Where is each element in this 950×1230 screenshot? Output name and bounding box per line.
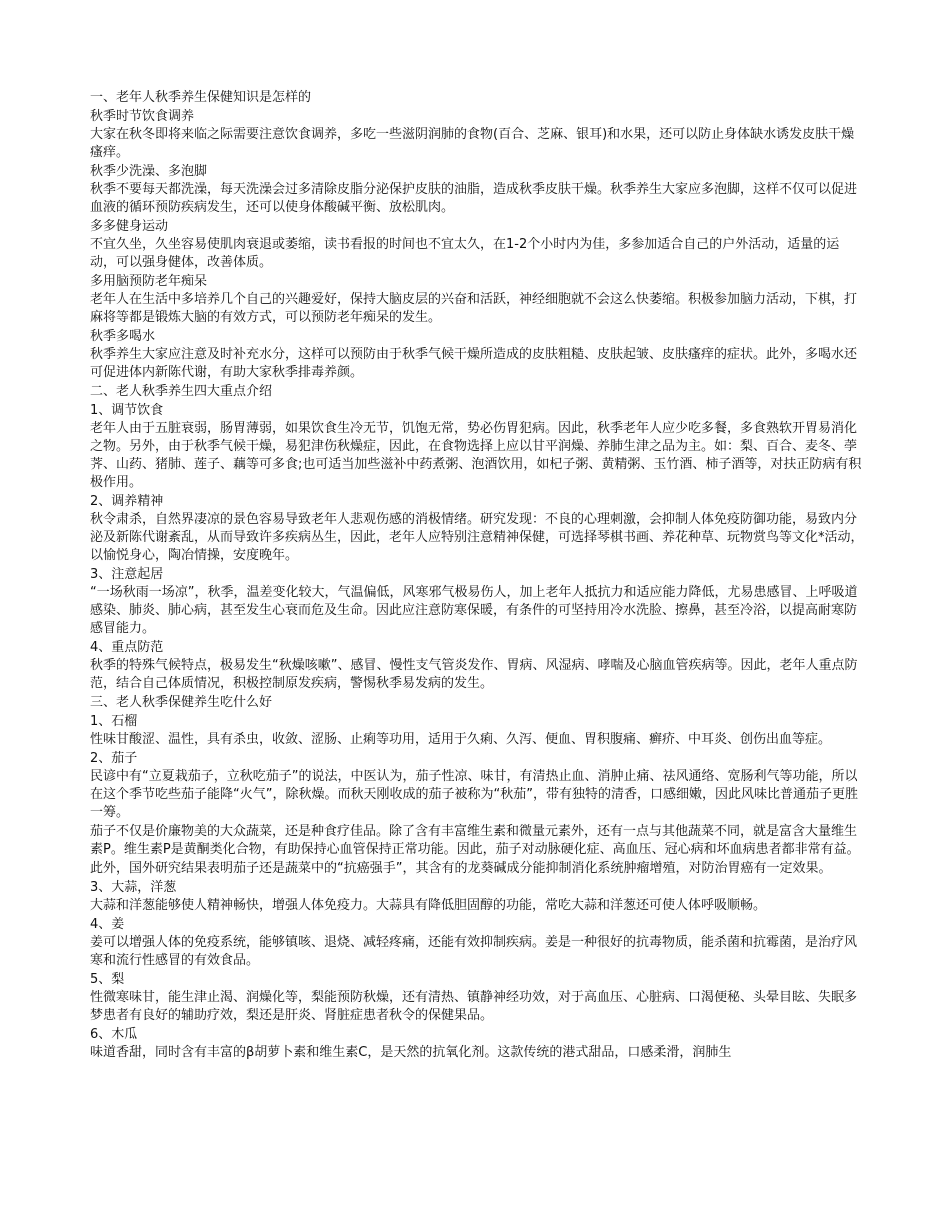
section-heading: 4、姜: [90, 917, 125, 932]
section-heading: 秋季少洗澡、多泡脚: [90, 164, 208, 179]
section-heading: 二、老人秋季养生四大重点介绍: [90, 384, 273, 399]
paragraph: “一场秋雨一场凉”，秋季，温差变化较大，气温偏低，风寒邪气极易伤人，加上老年人抵抗力和适应能力降低，尤易患感冒、上呼吸道感染、肺炎、肺心病，甚至发生心衰而危及生命。因此应注意防寒保暖，有条件的可坚持用冷水洗脸、擦鼻，甚至冷浴，以提高耐寒防感冒能力。: [90, 585, 858, 636]
section-heading: 秋季多喝水: [90, 329, 156, 344]
paragraph: 老年人在生活中多培养几个自己的兴趣爱好，保持大脑皮层的兴奋和活跃，神经细胞就不会这么快萎缩。积极参加脑力活动，下棋，打麻将等都是锻炼大脑的有效方式，可以预防老年痴呆的发生。: [90, 292, 858, 325]
section-heading: 秋季时节饮食调养: [90, 109, 195, 124]
section-heading: 6、木瓜: [90, 1027, 138, 1042]
paragraph: 茄子不仅是价廉物美的大众蔬菜，还是种食疗佳品。除了含有丰富维生素和微量元素外，还有一点与其他蔬菜不同，就是富含大量维生素P。维生素P是黄酮类化合物，有助保持心血管保持正常功能。因此，茄子对动脉硬化症、高血压、冠心病和坏血病患者都非常有益。: [90, 824, 860, 857]
paragraph: 性味甘酸涩、温性，具有杀虫，收敛、涩肠、止痢等功用，适用于久痢、久泻、便血、胃积腹痛、癣疥、中耳炎、创伤出血等症。: [90, 732, 832, 747]
section-heading: 1、调节饮食: [90, 403, 164, 418]
section-heading: 3、注意起居: [90, 567, 164, 582]
paragraph: 姜可以增强人体的免疫系统，能够镇咳、退烧、减轻疼痛，还能有效抑制疾病。姜是一种很好的抗毒物质，能杀菌和抗霉菌，是治疗风寒和流行性感冒的有效食品。: [90, 935, 858, 968]
section-heading: 2、调养精神: [90, 494, 164, 509]
section-heading: 三、老人秋季保健养生吃什么好: [90, 695, 273, 710]
section-heading: 2、茄子: [90, 751, 138, 766]
paragraph: 秋令肃杀，自然界凄凉的景色容易导致老年人悲观伤感的消极情绪。研究发现：不良的心理刺激，会抑制人体免疫防御功能，易致内分泌及新陈代谢紊乱，从而导致许多疾病丛生，因此，老年人应特别注意精神保健，可选择琴棋书画、养花种草、玩物赏鸟等文化*活动，以愉悦身心，陶冶情操，安度晚年。: [90, 512, 864, 563]
paragraph: 不宜久坐，久坐容易使肌肉衰退或萎缩，读书看报的时间也不宜太久，在1-2个小时内为佳，多参加适合自己的户外活动，适量的运动，可以强身健体，改善体质。: [90, 237, 840, 270]
paragraph: 性微寒味甘，能生津止渴、润燥化等，梨能预防秋燥，还有清热、镇静神经功效，对于高血压、心脏病、口渴便秘、头晕目眩、失眠多梦患者有良好的辅助疗效，梨还是肝炎、肾脏症患者秋令的保健果品。: [90, 990, 858, 1023]
paragraph: 味道香甜，同时含有丰富的β胡萝卜素和维生素C，是天然的抗氧化剂。这款传统的港式甜品，口感柔滑，润肺生: [90, 1045, 732, 1060]
paragraph: 民谚中有“立夏栽茄子，立秋吃茄子”的说法，中医认为，茄子性凉、味甘，有清热止血、消肿止痛、祛风通络、宽肠利气等功能，所以在这个季节吃些茄子能降“火气”，除秋燥。而秋天刚收成的茄子被称为“秋茄”，带有独特的清香，口感细嫩，因此风味比普通茄子更胜一筹。: [90, 769, 858, 820]
section-heading: 4、重点防范: [90, 640, 164, 655]
section-heading: 一、老年人秋季养生保健知识是怎样的: [90, 90, 312, 105]
paragraph: 大蒜和洋葱能够使人精神畅快，增强人体免疫力。大蒜具有降低胆固醇的功能，常吃大蒜和洋葱还可使人体呼吸顺畅。: [90, 898, 767, 913]
paragraph: 此外，国外研究结果表明茄子还是蔬菜中的“抗癌强手”，其含有的龙葵碱成分能抑制消化系统肿瘤增殖，对防治胃癌有一定效果。: [90, 861, 832, 876]
paragraph: 秋季养生大家应注意及时补充水分，这样可以预防由于秋季气候干燥所造成的皮肤粗糙、皮肤起皱、皮肤瘙痒的症状。此外，多喝水还可促进体内新陈代谢，有助大家秋季排毒养颜。: [90, 347, 858, 380]
paragraph: 秋季的特殊气候特点，极易发生“秋燥咳嗽”、感冒、慢性支气管炎发作、胃病、风湿病、哮喘及心脑血管疾病等。因此，老年人重点防范，结合自己体质情况，积极控制原发疾病，警惕秋季易发病的发生。: [90, 658, 858, 691]
paragraph: 老年人由于五脏衰弱，肠胃薄弱，如果饮食生冷无节，饥饱无常，势必伤胃犯病。因此，秋季老年人应少吃多餐，多食熟软开胃易消化之物。另外，由于秋季气候干燥，易犯津伤秋燥症，因此，在食物选择上应以甘平润燥、养肺生津之品为主。如：梨、百合、麦冬、荸荠、山药、猪肺、莲子、藕等可多食;也可适当加些滋补中药煮粥、泡酒饮用，如杞子粥、黄精粥、玉竹酒、柿子酒等，对扶正防病有积极作用。: [90, 421, 862, 490]
section-heading: 多多健身运动: [90, 219, 169, 234]
paragraph: 大家在秋冬即将来临之际需要注意饮食调养，多吃一些滋阴润肺的食物(百合、芝麻、银耳)和水果，还可以防止身体缺水诱发皮肤干燥瘙痒。: [90, 127, 855, 160]
section-heading: 多用脑预防老年痴呆: [90, 274, 208, 289]
document-body: [90, 88, 865, 1063]
section-heading: 3、大蒜，洋葱: [90, 880, 177, 895]
section-heading: 1、石榴: [90, 714, 138, 729]
section-heading: 5、梨: [90, 972, 125, 987]
paragraph: 秋季不要每天都洗澡，每天洗澡会过多清除皮脂分泌保护皮肤的油脂，造成秋季皮肤干燥。秋季养生大家应多泡脚，这样不仅可以促进血液的循环预防疾病发生，还可以使身体酸碱平衡、放松肌肉。: [90, 182, 858, 215]
